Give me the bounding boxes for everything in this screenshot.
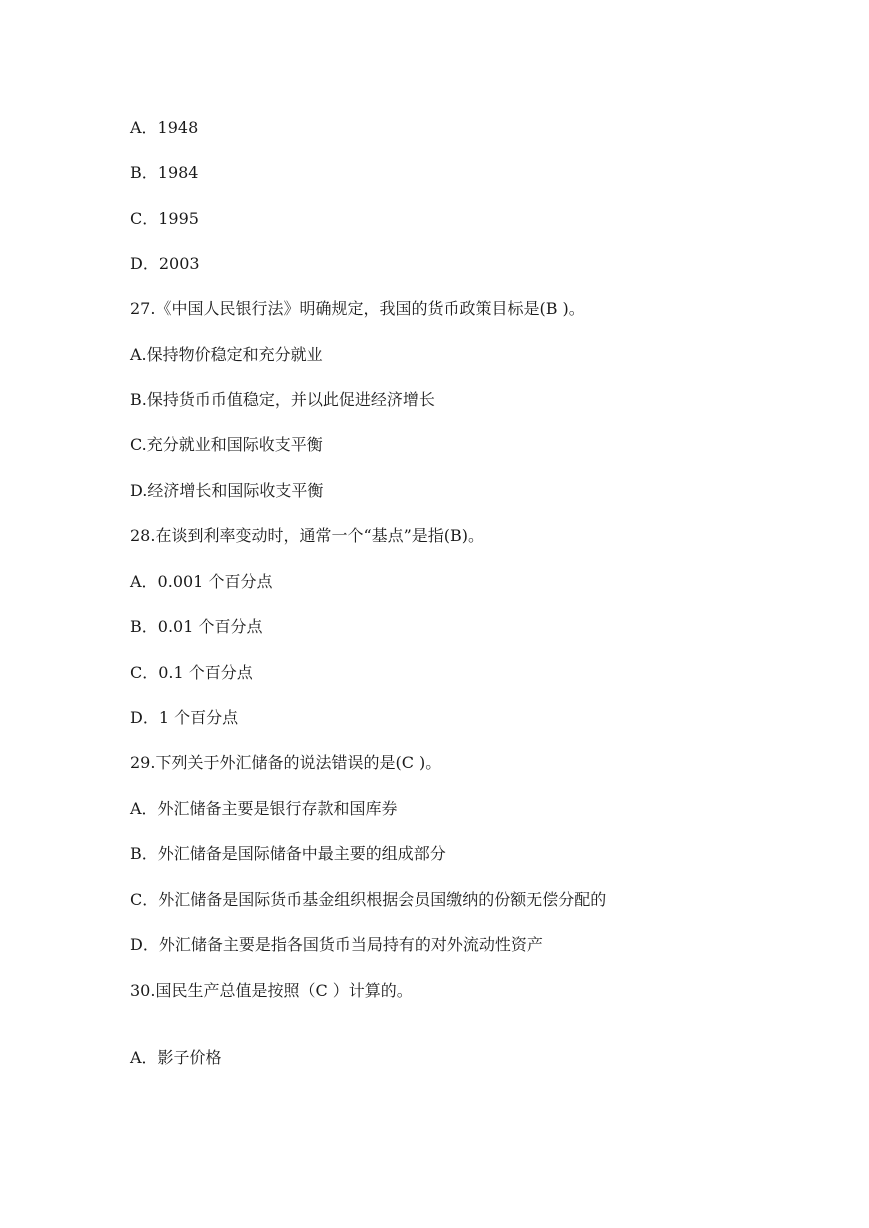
option-line: D．外汇储备主要是指各国货币当局持有的对外流动性资产: [130, 935, 543, 954]
question-line: 28.在谈到利率变动时，通常一个“基点”是指(B)。: [130, 526, 485, 545]
option-line: A．0.001 个百分点: [130, 572, 273, 591]
option-line: C．外汇储备是国际货币基金组织根据会员国缴纳的份额无偿分配的: [130, 890, 607, 909]
question-line: 30.国民生产总值是按照（C ）计算的。: [130, 981, 413, 1000]
option-line: D．1 个百分点: [130, 708, 239, 727]
option-line: A．影子价格: [130, 1048, 222, 1067]
option-line: B．外汇储备是国际储备中最主要的组成部分: [130, 844, 446, 863]
option-line: A．外汇储备主要是银行存款和国库券: [130, 799, 398, 818]
option-line: D．2003: [130, 254, 200, 273]
question-line: 29.下列关于外汇储备的说法错误的是(C )。: [130, 753, 442, 772]
option-line: A．1948: [130, 118, 199, 137]
option-line: C．0.1 个百分点: [130, 663, 253, 682]
question-line: 27.《中国人民银行法》明确规定，我国的货币政策目标是(B )。: [130, 299, 585, 318]
option-line: A.保持物价稳定和充分就业: [130, 345, 323, 364]
option-line: B.保持货币币值稳定，并以此促进经济增长: [130, 390, 435, 409]
option-line: C.充分就业和国际收支平衡: [130, 435, 323, 454]
option-line: B．1984: [130, 163, 199, 182]
option-line: C．1995: [130, 209, 199, 228]
option-line: D.经济增长和国际收支平衡: [130, 481, 324, 500]
option-line: B．0.01 个百分点: [130, 617, 263, 636]
